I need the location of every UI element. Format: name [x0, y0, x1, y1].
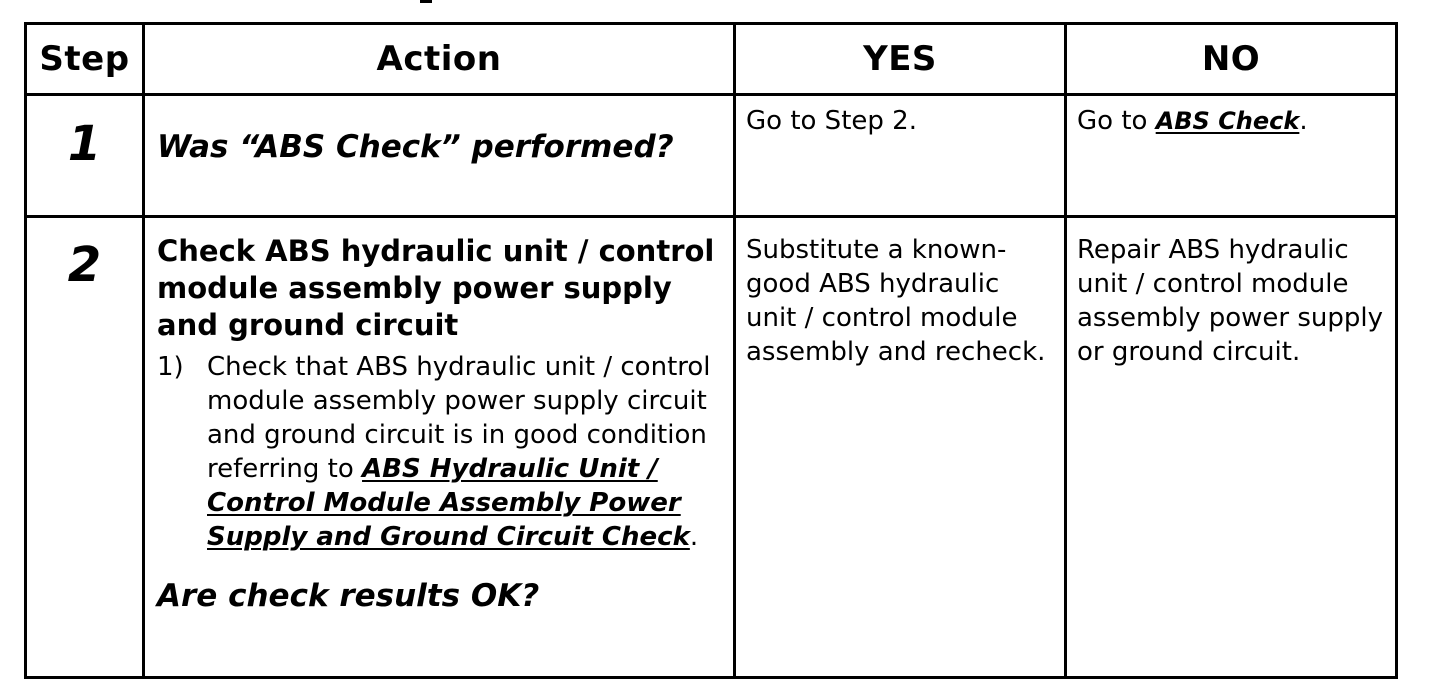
- action-cell: [144, 95, 735, 217]
- no-result: Repair ABS hydraulic unit / control module assembly power supply or ground circuit.: [1077, 235, 1383, 367]
- no-result-prefix: Go to: [1077, 106, 1156, 136]
- step-cell: [26, 95, 144, 217]
- no-result: [1077, 104, 1385, 138]
- substep-item: [157, 350, 727, 554]
- no-cell: [1066, 95, 1397, 217]
- abs-check-link[interactable]: ABS Check: [1155, 107, 1300, 135]
- no-result-suffix: .: [1299, 106, 1308, 136]
- table-header-row: [26, 24, 1397, 95]
- step-cell: [26, 217, 144, 678]
- step-number: 1: [67, 116, 102, 172]
- action-cell: [144, 217, 735, 678]
- yes-cell: [735, 95, 1066, 217]
- substep-suffix: .: [689, 522, 699, 552]
- step-question: Was “ABS Check” performed?: [157, 129, 674, 165]
- no-cell: [1066, 217, 1397, 678]
- header-step: Step: [26, 24, 144, 95]
- table-row: [26, 95, 1397, 217]
- header-yes: YES: [735, 24, 1066, 95]
- yes-result: Substitute a known-good ABS hydraulic unit / control module assembly and recheck.: [746, 235, 1046, 367]
- substep-text: Check that ABS hydraulic unit / control module assembly power supply circuit and ground circuit is in good condition referring to: [207, 352, 711, 484]
- step-heading: Check ABS hydraulic unit / control module assembly power supply and ground circuit: [157, 234, 715, 342]
- power-supply-ground-check-link[interactable]: ABS Hydraulic Unit / Control Module Assembly Power Supply and Ground Circuit Check: [207, 454, 690, 552]
- diagnostic-table: [24, 22, 1398, 679]
- substep-body: [207, 350, 727, 554]
- substep-number: 1): [157, 352, 184, 382]
- step-question: Are check results OK?: [157, 578, 540, 614]
- table-row: [26, 217, 1397, 678]
- yes-cell: [735, 217, 1066, 678]
- header-no: NO: [1066, 24, 1397, 95]
- header-action: Action: [144, 24, 735, 95]
- top-text-fragment: [420, 0, 432, 3]
- yes-result: Go to Step 2.: [746, 106, 917, 136]
- step-number: 2: [67, 237, 102, 293]
